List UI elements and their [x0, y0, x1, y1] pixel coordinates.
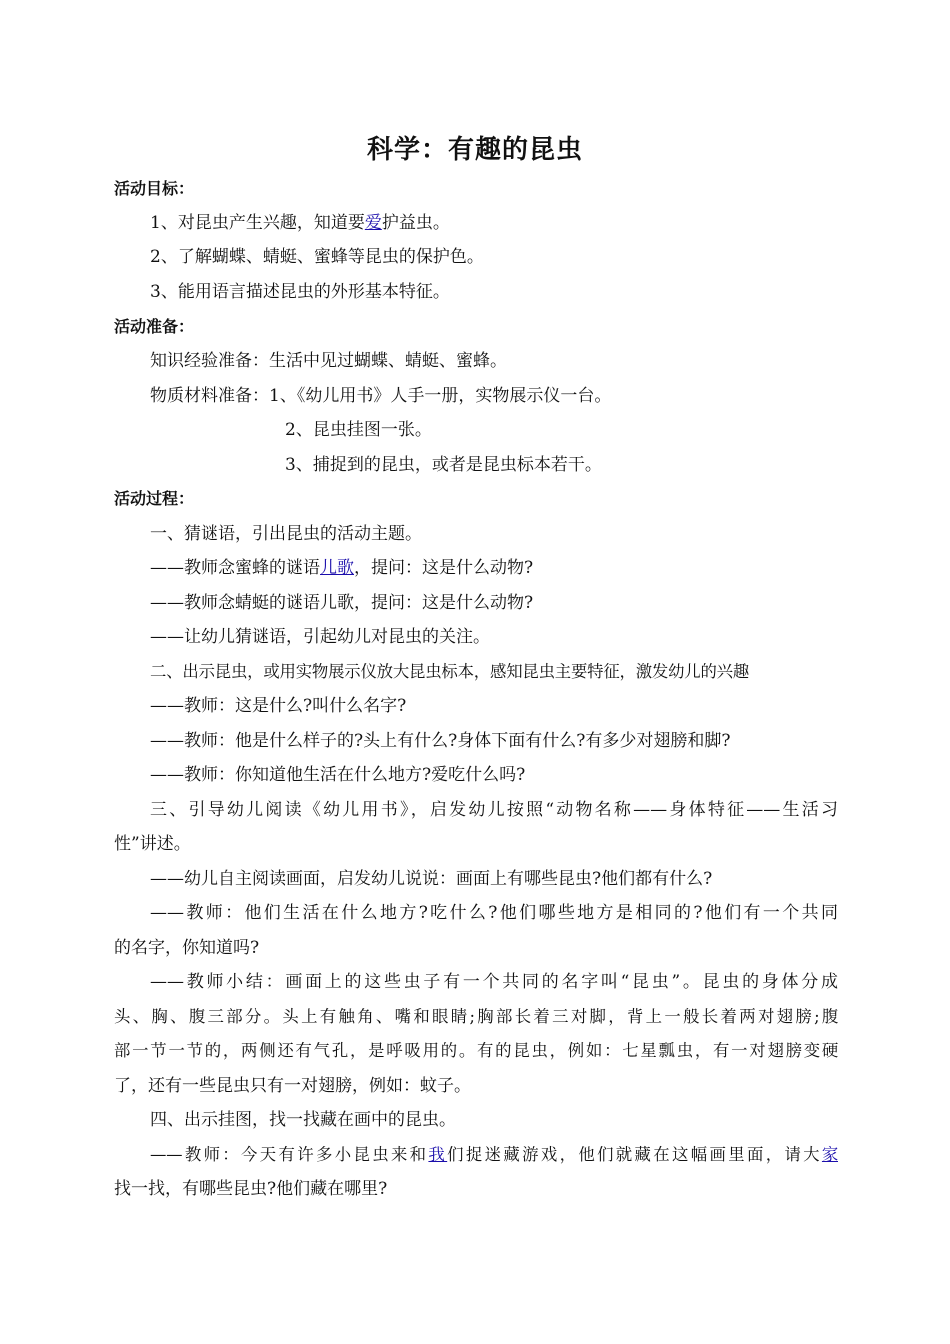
process-step-2: 二、出示昆虫，或用实物展示仪放大昆虫标本，感知昆虫主要特征，激发幼儿的兴趣 — [150, 662, 750, 681]
prep-material-1: 物质材料准备：1、《幼儿用书》人手一册，实物展示仪一台。 — [150, 386, 612, 406]
word-link-wo[interactable]: 我 — [428, 1145, 448, 1164]
prep-material-2: 2、昆虫挂图一张。 — [285, 420, 432, 440]
process-step-4-a-line-2: 找一找，有哪些昆虫?他们藏在哪里? — [114, 1179, 388, 1199]
process-step-1-b: ——教师念蜻蜓的谜语儿歌，提问：这是什么动物? — [150, 593, 534, 613]
process-step-4-a-line-1 — [114, 1138, 838, 1173]
goal-item-1-link[interactable]: 爱 — [364, 213, 382, 233]
process-step-4-a-mid: 们捉迷藏游戏，他们就藏在这幅画里面，请大 — [447, 1145, 822, 1164]
process-step-1-a-pre: ——教师念蜜蜂的谜语 — [150, 558, 320, 578]
process-step-3-c-line-1: ——教师小结：画面上的这些虫子有一个共同的名字叫“昆虫”。昆虫的身体分成 — [150, 972, 838, 992]
process-step-3-b-line-1: ——教师：他们生活在什么地方?吃什么?他们哪些地方是相同的?他们有一个共同 — [150, 903, 838, 923]
prep-material-3: 3、捕捉到的昆虫，或者是昆虫标本若干。 — [285, 455, 602, 475]
word-link-jia[interactable]: 家 — [821, 1145, 838, 1164]
process-step-2-b: ——教师：他是什么样子的?头上有什么?身体下面有什么?有多少对翅膀和脚? — [150, 731, 731, 751]
process-step-3-line-2: 性”讲述。 — [114, 834, 191, 854]
process-step-3-c-line-4: 了，还有一些昆虫只有一对翅膀，例如：蚊子。 — [114, 1076, 471, 1096]
process-step-1-c: ——让幼儿猜谜语，引起幼儿对昆虫的关注。 — [150, 627, 490, 647]
process-step-3-line-1: 三、引导幼儿阅读《幼儿用书》，启发幼儿按照“动物名称——身体特征——生活习 — [150, 800, 838, 820]
goal-item-3: 3、能用语言描述昆虫的外形基本特征。 — [150, 282, 450, 302]
prep-knowledge: 知识经验准备：生活中见过蝴蝶、蜻蜓、蜜蜂。 — [150, 351, 507, 371]
process-step-4-a-pre: ——教师：今天有许多小昆虫来和 — [150, 1145, 429, 1164]
goals-heading: 活动目标： — [114, 179, 195, 198]
process-step-1: 一、猜谜语，引出昆虫的活动主题。 — [150, 524, 422, 544]
process-step-3-b-line-2: 的名字，你知道吗? — [114, 938, 260, 958]
process-step-1-a-post: ，提问：这是什么动物? — [354, 558, 534, 578]
document-title: 科学：有趣的昆虫 — [366, 135, 583, 165]
goal-item-2: 2、了解蝴蝶、蜻蜓、蜜蜂等昆虫的保护色。 — [150, 247, 484, 267]
process-step-3-c-line-2: 头、胸、腹三部分。头上有触角、嘴和眼睛;胸部长着三对脚，背上一般长着两对翅膀;腹 — [114, 1007, 838, 1026]
process-step-1-a — [114, 551, 838, 586]
process-step-3-c-line-3: 部一节一节的，两侧还有气孔，是呼吸用的。有的昆虫，例如：七星瓢虫，有一对翅膀变硬 — [114, 1041, 838, 1060]
process-step-2-a: ——教师：这是什么?叫什么名字? — [150, 696, 407, 716]
goal-item-1-text-b: 护益虫。 — [381, 213, 450, 233]
goal-item-1 — [114, 206, 838, 241]
process-step-3-a: ——幼儿自主阅读画面，启发幼儿说说：画面上有哪些昆虫?他们都有什么? — [150, 869, 713, 889]
goal-item-1-text-a: 1、对昆虫产生兴趣，知道要 — [150, 213, 365, 233]
nursery-rhyme-link[interactable]: 儿歌 — [320, 558, 354, 578]
prep-heading: 活动准备： — [114, 317, 195, 336]
process-step-2-c: ——教师：你知道他生活在什么地方?爱吃什么吗? — [150, 765, 526, 785]
process-step-4: 四、出示挂图，找一找藏在画中的昆虫。 — [150, 1110, 456, 1130]
process-heading: 活动过程： — [114, 489, 195, 508]
